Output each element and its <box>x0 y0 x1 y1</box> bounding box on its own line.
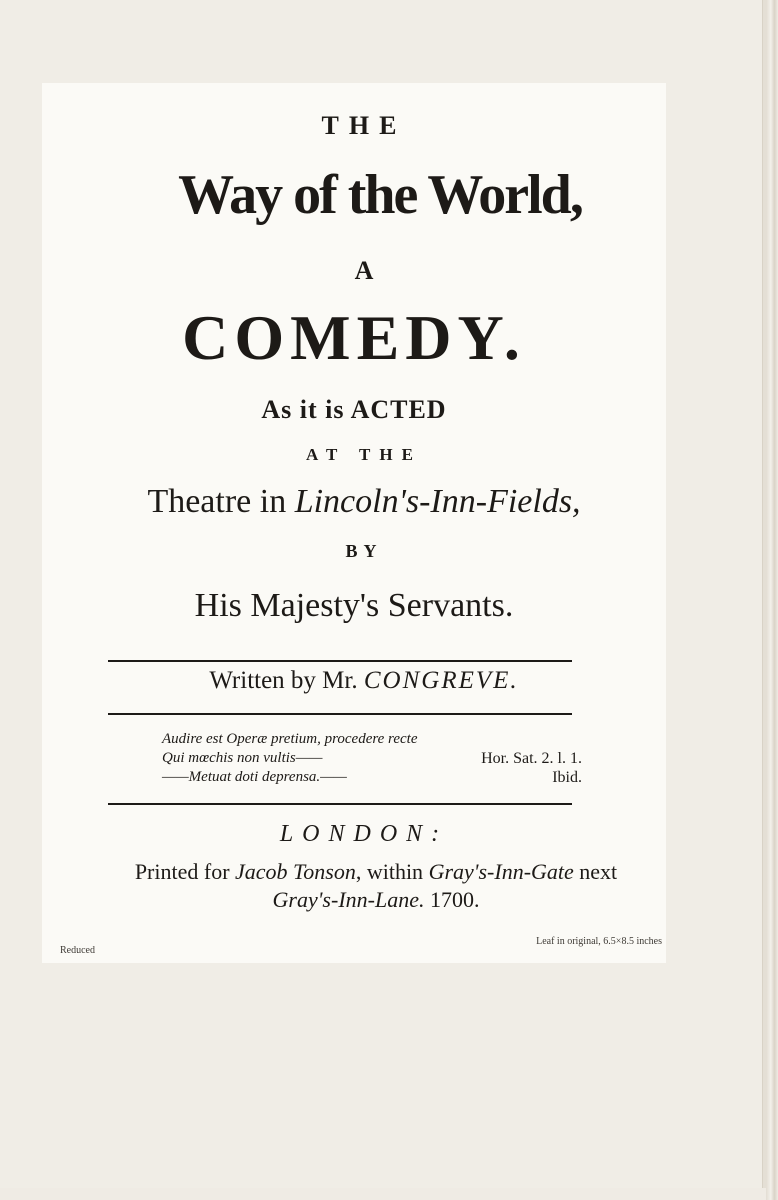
motto-line: ——Metuat doti deprensa.—— <box>162 769 347 785</box>
imprint-printed-for: Printed for <box>134 859 236 884</box>
motto-line: Audire est Operæ pretium, procedere recte <box>162 731 418 747</box>
servants-line: His Majesty's Servants. <box>194 587 514 624</box>
imprint-line <box>42 859 688 885</box>
leaf-size-caption: Leaf in original, 6.5×8.5 inches <box>536 936 662 947</box>
imprint-within: , within <box>355 859 429 884</box>
motto-citation: Hor. Sat. 2. l. 1. <box>481 750 582 767</box>
imprint-year: 1700. <box>424 887 480 912</box>
rule-bottom <box>108 803 572 805</box>
by-line: BY <box>345 541 383 561</box>
genre-heading: COMEDY. <box>182 302 526 373</box>
rule-middle <box>108 713 572 715</box>
theatre-line <box>42 483 676 521</box>
at-the-line: AT THE <box>306 445 422 464</box>
imprint-lane: Gray's-Inn-Lane. <box>272 887 425 912</box>
imprint-gate: Gray's-Inn-Gate <box>428 859 574 884</box>
work-title: Way of the World, <box>178 164 582 226</box>
motto-citation: Ibid. <box>552 769 582 786</box>
written-prefix: Written by Mr. <box>209 667 364 694</box>
theatre-place: Lincoln's-Inn-Fields, <box>294 483 581 520</box>
title-the: THE <box>321 111 407 140</box>
theatre-prefix: Theatre in <box>147 483 295 520</box>
motto-line: Qui mœchis non vultis—— <box>162 750 323 766</box>
imprint-line <box>42 887 688 913</box>
rule-top <box>108 660 572 662</box>
author-name: CONGREVE. <box>363 667 519 694</box>
imprint-printer: Jacob Tonson <box>235 859 356 884</box>
author-line <box>42 667 676 695</box>
page-edge <box>766 0 778 1200</box>
imprint-next: next <box>573 859 618 884</box>
title-page-facsimile <box>42 83 666 963</box>
reduced-caption: Reduced <box>60 945 95 956</box>
imprint-city: LONDON: <box>279 821 449 847</box>
acted-line: As it is ACTED <box>261 395 447 424</box>
title-article: A <box>354 256 374 285</box>
